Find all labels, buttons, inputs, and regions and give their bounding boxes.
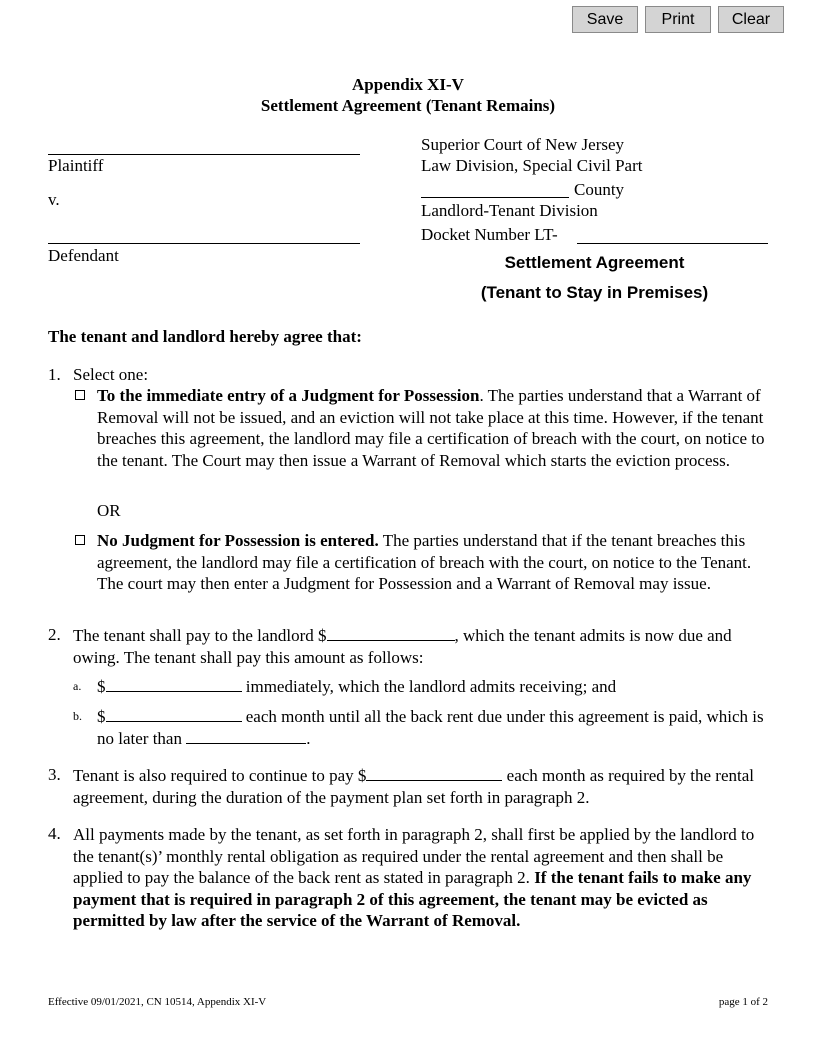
item-2b-end: .	[306, 728, 311, 748]
option-judgment-heading: To the immediate entry of a Judgment for Possession	[97, 386, 480, 405]
item-4-number: 4.	[48, 824, 61, 843]
item-2b-text	[97, 706, 767, 749]
plaintiff-name-field[interactable]	[48, 154, 360, 155]
clear-button[interactable]: Clear	[718, 6, 784, 33]
option-no-judgment-body: The parties understand that if the tenant breaches this agreement, the landlord may file a certification of breach with the court, on notice to the Tenant. The court may then enter a Judgment for Possession and a Warrant of Removal may issue.	[97, 531, 752, 593]
defendant-label: Defendant	[48, 246, 119, 265]
item-4-text	[73, 824, 767, 932]
item-4-body: All payments made by the tenant, as set forth in paragraph 2, shall first be applied by the landlord to the tenant(s)’ monthly rental obligation as required under the rental agreement and then shall be applied to pay the balance of the back rent as stated in paragraph 2.	[73, 825, 755, 887]
option-judgment-checkbox[interactable]	[75, 390, 85, 400]
item-2a-body: immediately, which the landlord admits receiving; and	[241, 677, 617, 696]
form-title-line1: Settlement Agreement	[504, 253, 685, 272]
select-one-label: Select one:	[73, 365, 149, 384]
item-2a-letter: a.	[73, 679, 82, 693]
page-number: page 1 of 2	[718, 996, 768, 1008]
print-button[interactable]: Print	[645, 6, 711, 33]
payoff-date-field[interactable]	[186, 729, 306, 744]
item-4-warning: If the tenant fails to make any payment that is required in paragraph 2 of this agreement, the tenant may be evicted as permitted by law after the service of the Warrant of Removal.	[73, 868, 752, 930]
monthly-payment-field[interactable]	[106, 707, 242, 722]
court-name: Superior Court of New Jersey	[421, 135, 625, 154]
item-2-text	[73, 625, 767, 668]
intro-statement: The tenant and landlord hereby agree that:	[48, 327, 362, 346]
option-judgment-text	[97, 385, 767, 471]
item-3-number: 3.	[48, 765, 61, 784]
item-2-text-b: , which the tenant admits is now due and owing. The tenant shall pay this amount as follows:	[73, 626, 732, 667]
appendix-heading: Appendix XI-V	[352, 75, 464, 94]
item-2b-body: each month until all the back rent due under this agreement is paid, which is no later than	[97, 707, 764, 748]
total-owed-field[interactable]	[327, 626, 455, 641]
item-2a-text	[97, 676, 767, 698]
page-title: Settlement Agreement (Tenant Remains)	[260, 96, 556, 115]
monthly-rent-field[interactable]	[366, 766, 502, 781]
court-division: Law Division, Special Civil Part	[421, 156, 643, 175]
item-2-text-a: The tenant shall pay to the landlord $	[73, 626, 327, 645]
item-2b-letter: b.	[73, 709, 82, 723]
plaintiff-label: Plaintiff	[48, 156, 104, 175]
item-1-number: 1.	[48, 365, 61, 384]
option-no-judgment-checkbox[interactable]	[75, 535, 85, 545]
lt-division-label: Landlord-Tenant Division	[421, 201, 598, 220]
docket-label: Docket Number LT-	[421, 225, 558, 244]
immediate-payment-field[interactable]	[106, 677, 242, 692]
item-3-text-b: each month as required by the rental agreement, during the duration of the payment plan set forth in paragraph 2.	[73, 766, 755, 807]
item-2a-dollar: $	[97, 677, 106, 696]
item-3-text	[73, 765, 767, 808]
defendant-name-field[interactable]	[48, 243, 360, 244]
item-3-text-a: Tenant is also required to continue to pay $	[73, 766, 367, 785]
county-label: County	[574, 180, 625, 199]
option-no-judgment-heading: No Judgment for Possession is entered.	[97, 531, 379, 550]
docket-number-field[interactable]	[577, 243, 768, 244]
form-title-line2: (Tenant to Stay in Premises)	[480, 283, 709, 302]
item-2-number: 2.	[48, 625, 61, 644]
or-label: OR	[97, 501, 121, 520]
versus-label: v.	[48, 190, 60, 209]
option-no-judgment-text	[97, 530, 767, 595]
option-judgment-body: . The parties understand that a Warrant of Removal will not be issued, and an eviction will not take place at this time. However, if the tenant breaches this agreement, the landlord may file a certification of breach with the court, on notice to the tenant. The Court may then issue a Warrant of Removal which starts the eviction process.	[97, 386, 765, 470]
save-button[interactable]: Save	[572, 6, 638, 33]
item-2b-dollar: $	[97, 707, 106, 726]
county-field[interactable]	[421, 197, 569, 198]
footer-effective: Effective 09/01/2021, CN 10514, Appendix XI-V	[48, 996, 267, 1008]
